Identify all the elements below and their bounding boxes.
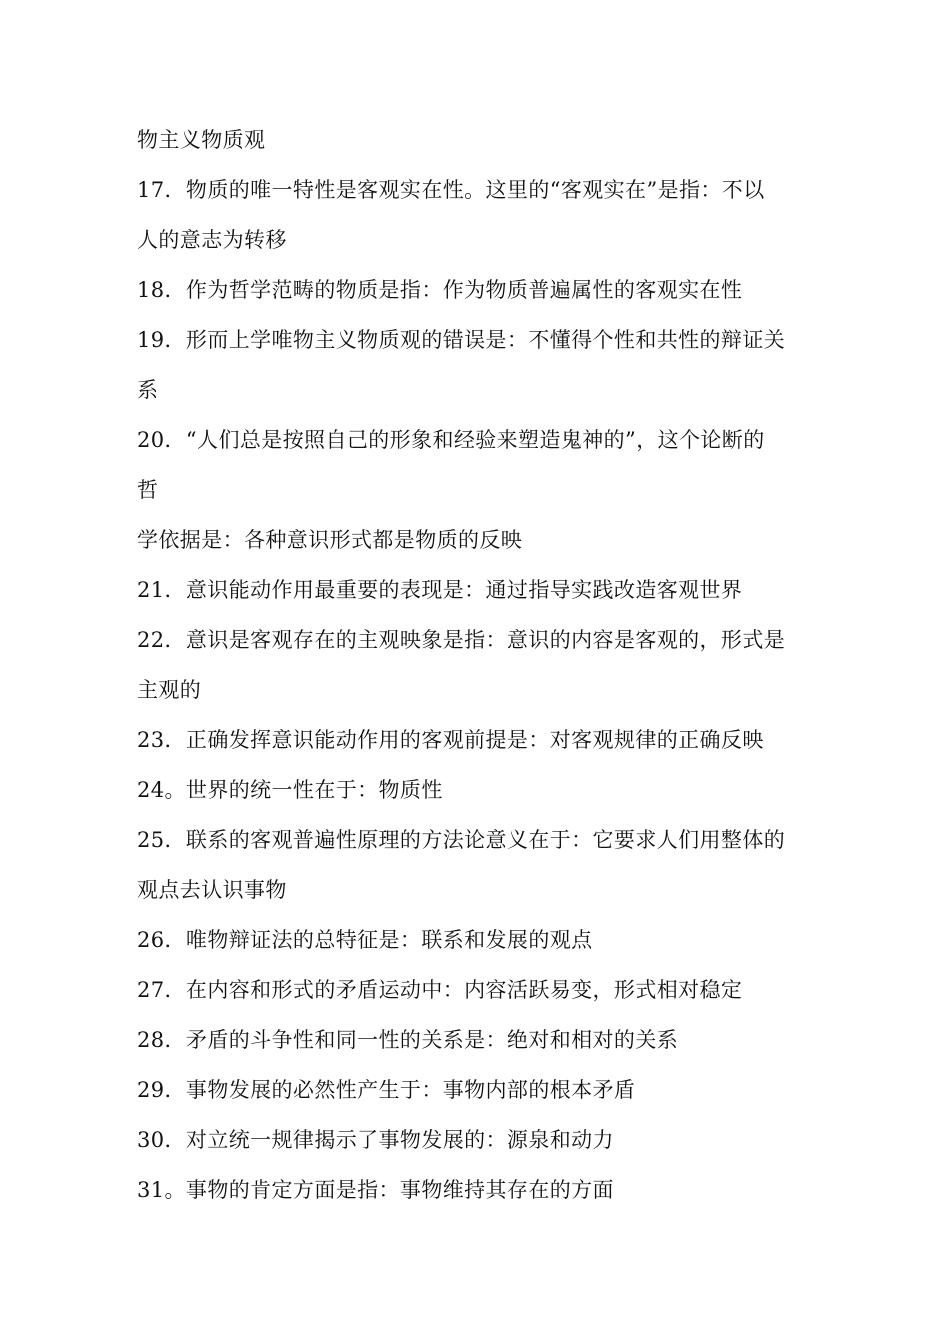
text-line: 25．联系的客观普遍性原理的方法论意义在于：它要求人们用整体的: [137, 828, 786, 852]
text-line: 24。世界的统一性在于：物质性: [137, 778, 443, 802]
text-line: 物主义物质观: [137, 128, 266, 152]
text-line: 17．物质的唯一特性是客观实在性。这里的“客观实在”是指：不以: [137, 178, 765, 202]
text-line: 31。事物的肯定方面是指：事物维持其存在的方面: [137, 1178, 614, 1202]
text-line: 主观的: [137, 678, 202, 702]
text-line: 19．形而上学唯物主义物质观的错误是：不懂得个性和共性的辩证关: [137, 328, 786, 352]
text-line: 26．唯物辩证法的总特征是：联系和发展的观点: [137, 928, 593, 952]
text-line: 22．意识是客观存在的主观映象是指：意识的内容是客观的，形式是: [137, 628, 786, 652]
text-line: 21．意识能动作用最重要的表现是：通过指导实践改造客观世界: [137, 578, 743, 602]
text-line: 系: [137, 378, 159, 402]
text-line: 人的意志为转移: [137, 228, 287, 252]
text-line: 27．在内容和形式的矛盾运动中：内容活跃易变，形式相对稳定: [137, 978, 743, 1002]
text-line: 哲: [137, 478, 159, 502]
text-line: 30．对立统一规律揭示了事物发展的：源泉和动力: [137, 1128, 614, 1152]
text-line: 29．事物发展的必然性产生于：事物内部的根本矛盾: [137, 1078, 636, 1102]
text-line: 学依据是：各种意识形式都是物质的反映: [137, 528, 523, 552]
text-line: 18．作为哲学范畴的物质是指：作为物质普遍属性的客观实在性: [137, 278, 743, 302]
text-line: 20．“人们总是按照自己的形象和经验来塑造鬼神的”，这个论断的: [137, 428, 765, 452]
text-line: 观点去认识事物: [137, 878, 287, 902]
text-line: 23．正确发挥意识能动作用的客观前提是：对客观规律的正确反映: [137, 728, 764, 752]
text-line: 28．矛盾的斗争性和同一性的关系是：绝对和相对的关系: [137, 1028, 679, 1052]
